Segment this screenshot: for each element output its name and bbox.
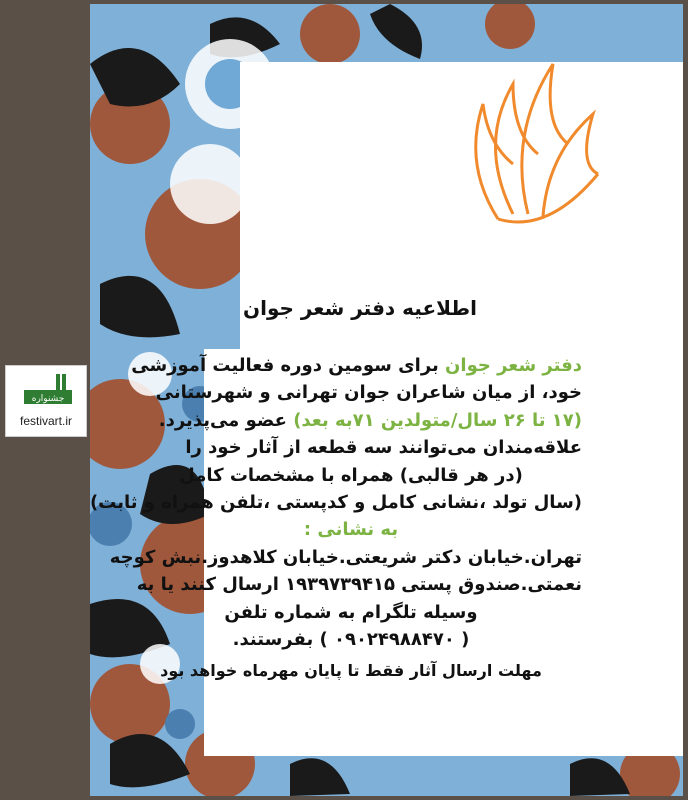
line-5-text: (در هر قالبی) همراه با مشخصات کامل [179,464,523,486]
festivart-logo-icon [16,370,76,410]
festivart-watermark [5,365,87,437]
line-2-text: خود، از میان شاعران جوان تهرانی و شهرستانی [155,382,582,404]
deadline-text: مهلت ارسال آثار فقط تا پایان مهرماه خواهد بود [160,661,542,681]
address-line-4: ( ۰۹۰۲۴۹۸۸۴۷۰ ) بفرستند. [232,629,470,651]
line-1-text: برای سومین دوره فعالیت آموزشی [131,355,446,376]
body-line-5 [114,462,588,489]
line-1-highlight: دفتر شعر جوان [445,355,582,376]
festivart-brand-fa: جشنواره [31,394,65,404]
body-line-3 [114,407,588,434]
address-heading: به نشانی : [303,519,399,541]
body-line-2 [114,379,588,406]
body-line-6 [89,489,588,516]
notice-title: اطلاعیه دفتر شعر جوان [243,296,477,320]
body-line-4 [114,434,588,461]
address-line-2: نعمتی.صندوق پستی ۱۹۳۹۷۳۹۴۱۵ ارسال کنند یا به [136,574,582,596]
line-6-text: (سال تولد ،نشانی کامل و کدپستی ،تلفن همراه و ثابت) [89,492,582,514]
festivart-url: festivart.ir [19,414,72,428]
line-3-text: عضو می‌پذیرد. [158,409,294,431]
notice-body [89,352,588,685]
body-line-1 [114,352,588,379]
address-line-1: تهران.خیابان دکتر شریعتی.خیابان کلاهدوز.نبش کوچه [109,546,582,568]
line-4-text: علاقه‌مندان می‌توانند سه قطعه از آثار خود را [185,437,582,459]
flame-logo-icon [458,44,608,224]
address-line-3: وسیله تلگرام به شماره تلفن [224,601,478,623]
line-3-highlight: (۱۷ تا ۲۶ سال/متولدین ۷۱به بعد) [293,409,582,431]
